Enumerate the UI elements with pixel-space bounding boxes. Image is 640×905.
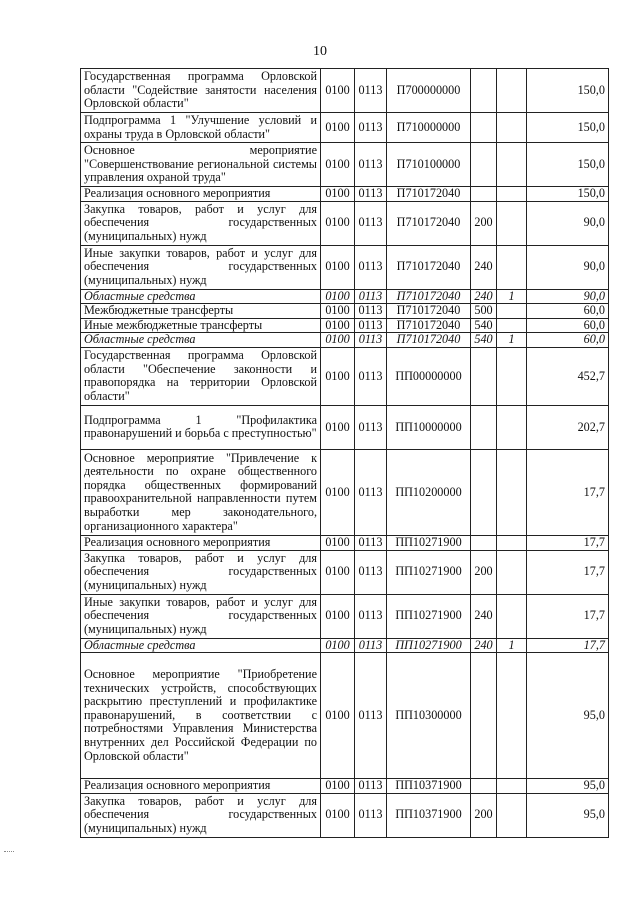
amount-cell: 452,7: [527, 347, 609, 405]
expense-type-cell: [471, 143, 497, 187]
subsection-code-cell: 0113: [355, 187, 387, 202]
table-body: [81, 69, 609, 838]
subsection-code-cell: 0113: [355, 779, 387, 794]
table-row: [81, 779, 609, 794]
amount-cell: 95,0: [527, 779, 609, 794]
funding-source-cell: [497, 245, 527, 289]
item-name-cell: Государственная программа Орловской области "Обеспечение законности и правопорядка на территории Орловской области": [81, 347, 321, 405]
subsection-code-cell: 0113: [355, 638, 387, 653]
table-row: [81, 318, 609, 333]
expense-type-cell: [471, 779, 497, 794]
expense-type-cell: [471, 535, 497, 550]
target-article-cell: ПП10371900: [387, 793, 471, 837]
table-row: [81, 245, 609, 289]
scan-artifact: [4, 851, 14, 853]
funding-source-cell: [497, 69, 527, 113]
table-row: [81, 304, 609, 319]
amount-cell: 150,0: [527, 187, 609, 202]
expense-type-cell: [471, 187, 497, 202]
section-code-cell: 0100: [321, 69, 355, 113]
funding-source-cell: [497, 653, 527, 779]
table-row: [81, 69, 609, 113]
item-name-cell: Областные средства: [81, 333, 321, 348]
table-row: [81, 550, 609, 594]
amount-cell: 17,7: [527, 550, 609, 594]
expense-type-cell: [471, 405, 497, 449]
table-row: [81, 449, 609, 535]
funding-source-cell: [497, 347, 527, 405]
expense-type-cell: [471, 347, 497, 405]
subsection-code-cell: 0113: [355, 653, 387, 779]
amount-cell: 90,0: [527, 201, 609, 245]
table-row: [81, 793, 609, 837]
target-article-cell: П700000000: [387, 69, 471, 113]
amount-cell: 150,0: [527, 69, 609, 113]
target-article-cell: П710172040: [387, 318, 471, 333]
table-row: [81, 653, 609, 779]
amount-cell: 90,0: [527, 245, 609, 289]
section-code-cell: 0100: [321, 779, 355, 794]
item-name-cell: Подпрограмма 1 "Улучшение условий и охраны труда в Орловской области": [81, 113, 321, 143]
subsection-code-cell: 0113: [355, 143, 387, 187]
item-name-cell: Закупка товаров, работ и услуг для обеспечения государственных (муниципальных) нужд: [81, 793, 321, 837]
subsection-code-cell: 0113: [355, 289, 387, 304]
amount-cell: 150,0: [527, 113, 609, 143]
target-article-cell: ПП00000000: [387, 347, 471, 405]
subsection-code-cell: 0113: [355, 449, 387, 535]
item-name-cell: Областные средства: [81, 638, 321, 653]
funding-source-cell: [497, 201, 527, 245]
expense-type-cell: 240: [471, 594, 497, 638]
expense-type-cell: 240: [471, 289, 497, 304]
expense-type-cell: 500: [471, 304, 497, 319]
table-row: [81, 535, 609, 550]
subsection-code-cell: 0113: [355, 594, 387, 638]
amount-cell: 95,0: [527, 793, 609, 837]
amount-cell: 95,0: [527, 653, 609, 779]
expense-type-cell: [471, 653, 497, 779]
target-article-cell: П710172040: [387, 304, 471, 319]
subsection-code-cell: 0113: [355, 113, 387, 143]
expense-type-cell: 240: [471, 245, 497, 289]
amount-cell: 17,7: [527, 594, 609, 638]
target-article-cell: П710100000: [387, 143, 471, 187]
item-name-cell: Государственная программа Орловской области "Содействие занятости населения Орловской области": [81, 69, 321, 113]
subsection-code-cell: 0113: [355, 347, 387, 405]
subsection-code-cell: 0113: [355, 550, 387, 594]
item-name-cell: Областные средства: [81, 289, 321, 304]
target-article-cell: ПП10271900: [387, 638, 471, 653]
subsection-code-cell: 0113: [355, 333, 387, 348]
funding-source-cell: 1: [497, 289, 527, 304]
target-article-cell: ПП10300000: [387, 653, 471, 779]
section-code-cell: 0100: [321, 405, 355, 449]
subsection-code-cell: 0113: [355, 245, 387, 289]
section-code-cell: 0100: [321, 333, 355, 348]
amount-cell: 150,0: [527, 143, 609, 187]
section-code-cell: 0100: [321, 638, 355, 653]
funding-source-cell: [497, 113, 527, 143]
subsection-code-cell: 0113: [355, 69, 387, 113]
subsection-code-cell: 0113: [355, 793, 387, 837]
section-code-cell: 0100: [321, 289, 355, 304]
item-name-cell: Иные закупки товаров, работ и услуг для обеспечения государственных (муниципальных) нужд: [81, 245, 321, 289]
expense-type-cell: 200: [471, 201, 497, 245]
page-number: 10: [313, 44, 327, 59]
target-article-cell: П710172040: [387, 201, 471, 245]
item-name-cell: Реализация основного мероприятия: [81, 779, 321, 794]
target-article-cell: ПП10371900: [387, 779, 471, 794]
item-name-cell: Реализация основного мероприятия: [81, 535, 321, 550]
target-article-cell: ПП10271900: [387, 594, 471, 638]
item-name-cell: Подпрограмма 1 "Профилактика правонарушений и борьба с преступностью": [81, 405, 321, 449]
funding-source-cell: [497, 779, 527, 794]
item-name-cell: Реализация основного мероприятия: [81, 187, 321, 202]
funding-source-cell: 1: [497, 333, 527, 348]
item-name-cell: Основное мероприятие "Совершенствование региональной системы управления охраной труда": [81, 143, 321, 187]
funding-source-cell: [497, 449, 527, 535]
section-code-cell: 0100: [321, 594, 355, 638]
funding-source-cell: [497, 793, 527, 837]
table-row: [81, 289, 609, 304]
section-code-cell: 0100: [321, 535, 355, 550]
expense-type-cell: 240: [471, 638, 497, 653]
expense-type-cell: 200: [471, 793, 497, 837]
funding-source-cell: [497, 304, 527, 319]
subsection-code-cell: 0113: [355, 304, 387, 319]
target-article-cell: ПП10271900: [387, 550, 471, 594]
section-code-cell: 0100: [321, 347, 355, 405]
item-name-cell: Закупка товаров, работ и услуг для обеспечения государственных (муниципальных) нужд: [81, 550, 321, 594]
item-name-cell: Основное мероприятие "Приобретение технических устройств, способствующих раскрытию преступлений и профилактике правонарушений, в соответствии с потребностями Управления Министерства внутренних дел Российской Федерации по Орловской области": [81, 653, 321, 779]
expense-type-cell: [471, 449, 497, 535]
table-row: [81, 113, 609, 143]
item-name-cell: Межбюджетные трансферты: [81, 304, 321, 319]
subsection-code-cell: 0113: [355, 318, 387, 333]
budget-table: [80, 68, 609, 838]
section-code-cell: 0100: [321, 449, 355, 535]
amount-cell: 90,0: [527, 289, 609, 304]
table-row: [81, 594, 609, 638]
target-article-cell: П710172040: [387, 245, 471, 289]
section-code-cell: 0100: [321, 793, 355, 837]
target-article-cell: П710172040: [387, 289, 471, 304]
section-code-cell: 0100: [321, 245, 355, 289]
expense-type-cell: [471, 113, 497, 143]
subsection-code-cell: 0113: [355, 535, 387, 550]
expense-type-cell: 540: [471, 333, 497, 348]
amount-cell: 202,7: [527, 405, 609, 449]
amount-cell: 17,7: [527, 638, 609, 653]
target-article-cell: ПП10200000: [387, 449, 471, 535]
funding-source-cell: [497, 187, 527, 202]
table-row: [81, 638, 609, 653]
table-row: [81, 187, 609, 202]
item-name-cell: Закупка товаров, работ и услуг для обеспечения государственных (муниципальных) нужд: [81, 201, 321, 245]
section-code-cell: 0100: [321, 304, 355, 319]
target-article-cell: П710172040: [387, 187, 471, 202]
amount-cell: 17,7: [527, 449, 609, 535]
expense-type-cell: [471, 69, 497, 113]
item-name-cell: Иные межбюджетные трансферты: [81, 318, 321, 333]
table-row: [81, 201, 609, 245]
section-code-cell: 0100: [321, 653, 355, 779]
funding-source-cell: [497, 405, 527, 449]
expense-type-cell: 540: [471, 318, 497, 333]
amount-cell: 60,0: [527, 333, 609, 348]
subsection-code-cell: 0113: [355, 405, 387, 449]
expense-type-cell: 200: [471, 550, 497, 594]
item-name-cell: Иные закупки товаров, работ и услуг для обеспечения государственных (муниципальных) нужд: [81, 594, 321, 638]
funding-source-cell: [497, 535, 527, 550]
funding-source-cell: [497, 318, 527, 333]
amount-cell: 60,0: [527, 318, 609, 333]
target-article-cell: П710000000: [387, 113, 471, 143]
section-code-cell: 0100: [321, 113, 355, 143]
target-article-cell: ПП10271900: [387, 535, 471, 550]
item-name-cell: Основное мероприятие "Привлечение к деятельности по охране общественного порядка общественных формирований правоохранительной направленности путем выработки мер законодательного, организационного характера": [81, 449, 321, 535]
table-row: [81, 143, 609, 187]
table-row: [81, 347, 609, 405]
amount-cell: 17,7: [527, 535, 609, 550]
subsection-code-cell: 0113: [355, 201, 387, 245]
funding-source-cell: 1: [497, 638, 527, 653]
section-code-cell: 0100: [321, 187, 355, 202]
target-article-cell: П710172040: [387, 333, 471, 348]
target-article-cell: ПП10000000: [387, 405, 471, 449]
section-code-cell: 0100: [321, 201, 355, 245]
funding-source-cell: [497, 594, 527, 638]
funding-source-cell: [497, 550, 527, 594]
section-code-cell: 0100: [321, 550, 355, 594]
section-code-cell: 0100: [321, 143, 355, 187]
section-code-cell: 0100: [321, 318, 355, 333]
table-row: [81, 405, 609, 449]
table-row: [81, 333, 609, 348]
funding-source-cell: [497, 143, 527, 187]
amount-cell: 60,0: [527, 304, 609, 319]
